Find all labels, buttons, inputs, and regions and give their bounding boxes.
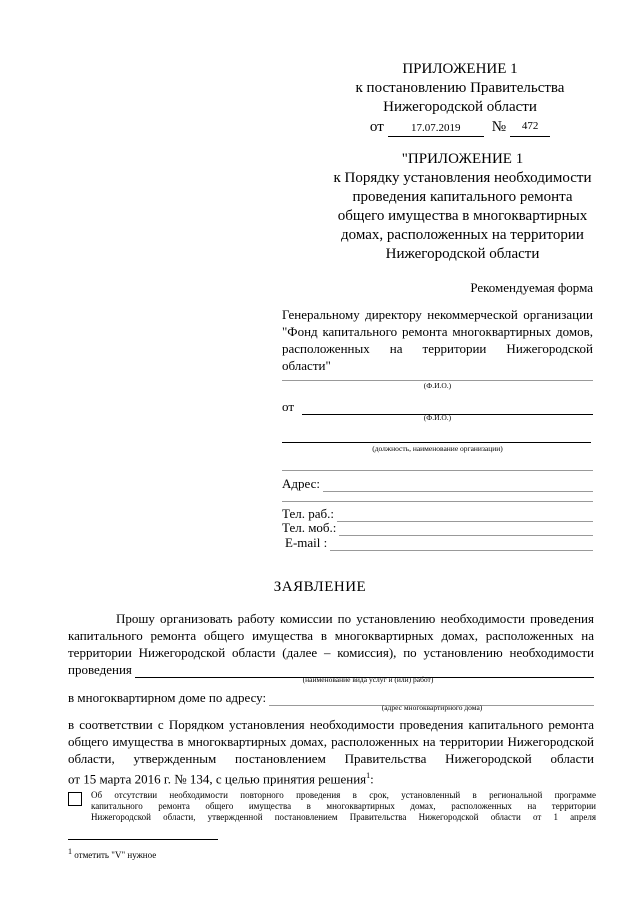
from-label: от xyxy=(282,399,295,414)
fio-caption-2: (Ф.И.О.) xyxy=(423,413,452,422)
footnote-mark: 1 xyxy=(68,847,72,856)
addressee-block xyxy=(282,306,593,374)
header-line-3: Нижегородской области xyxy=(383,99,537,115)
position-line[interactable] xyxy=(282,442,591,443)
appendix-block xyxy=(325,150,600,264)
mobile-phone-label: Тел. моб.: xyxy=(282,520,337,535)
email-row xyxy=(285,534,593,551)
work-phone-label: Тел. раб.: xyxy=(282,506,334,521)
statement-paragraph-2 xyxy=(68,716,594,787)
addressee-line-3: расположенных на территории Нижегородской xyxy=(282,341,593,356)
appendix-line-2: к Порядку установления необходимости xyxy=(333,170,592,186)
appendix-line-3: проведения капитального ремонта xyxy=(352,189,573,205)
addressee-line-2: "Фонд капитального ремонта многоквартирных домов, xyxy=(282,324,593,339)
works-caption: (наименование вида услуг и (или) работ) xyxy=(302,675,434,684)
date-value: 17.07.2019 xyxy=(388,120,484,138)
header-date-row xyxy=(340,117,580,137)
option-1-checkbox[interactable] xyxy=(68,792,82,806)
appendix-line-4: общего имущества в многоквартирных xyxy=(337,208,588,224)
option-1-line-1: Об отсутствии необходимости повторного проведения в срок, установленный в региональной программе xyxy=(91,790,596,800)
para1-line-1: Прошу организовать работу комиссии по установлению необходимости проведения xyxy=(116,611,594,626)
appendix-line-5: домах, расположенных на территории xyxy=(341,227,584,243)
number-value: 472 xyxy=(510,117,550,137)
appendix-line-6: Нижегородской области xyxy=(385,246,540,262)
para1-label: проведения xyxy=(68,662,132,677)
para2-line-1: в соответствии с Порядком установления необходимости проведения капитального ремонта xyxy=(68,717,594,732)
date-prefix: от xyxy=(369,119,384,135)
footnote-divider xyxy=(68,839,218,840)
para1-line-2: капитального ремонта общего имущества в многоквартирных домах, расположенных на xyxy=(68,628,594,643)
email-label: E-mail : xyxy=(285,535,328,550)
para2-line-3: области, утвержденным постановлением Правительства Нижегородской области xyxy=(68,751,594,766)
position-caption: (должность, наименование организации) xyxy=(372,444,503,453)
statement-paragraph-1 xyxy=(68,610,594,678)
address-field[interactable] xyxy=(323,479,593,492)
fio-caption-1: (Ф.И.О.) xyxy=(423,381,452,390)
footnote-text: отметить "V" нужное xyxy=(74,850,157,860)
para2-line-2: общего имущества в многоквартирных домах, расположенных на территории Нижегородской xyxy=(68,734,594,749)
header-line-2: к постановлению Правительства xyxy=(355,80,565,96)
option-1-line-3: Нижегородской области, утвержденной постановлением Правительства Нижегородской области от 1 апреля xyxy=(91,812,596,822)
email-field[interactable] xyxy=(330,538,593,551)
building-address-label: в многоквартирном доме по адресу: xyxy=(68,690,267,705)
header-line-1: ПРИЛОЖЕНИЕ 1 xyxy=(402,61,518,77)
para2-end: : xyxy=(370,771,374,787)
appendix-line-1: "ПРИЛОЖЕНИЕ 1 xyxy=(401,151,524,167)
statement-title: ЗАЯВЛЕНИЕ xyxy=(273,579,367,595)
addressee-line-1: Генеральному директору некоммерческой организации xyxy=(282,307,593,322)
para2-line-4-text: от 15 марта 2016 г. № 134, с целью принятия решения xyxy=(68,771,367,787)
building-address-caption: (адрес многоквартирного дома) xyxy=(381,703,483,712)
addressee-line-4: области" xyxy=(282,358,331,373)
address-line-bottom[interactable] xyxy=(282,501,593,502)
footnote xyxy=(68,846,156,861)
address-line-top[interactable] xyxy=(282,470,593,471)
address-row xyxy=(282,475,593,492)
recommended-form-label: Рекомендуемая форма xyxy=(470,280,593,295)
para2-line-4 xyxy=(68,767,594,787)
para1-line-3: территории Нижегородской области (далее – комиссия), по установлению необходимости xyxy=(68,645,594,660)
option-1-line-2: капитального ремонта общего имущества в многоквартирных домах, расположенных на территории xyxy=(91,801,596,811)
footnote-ref: 1 xyxy=(366,771,371,780)
option-1-text xyxy=(91,790,596,823)
number-prefix: № xyxy=(491,119,507,135)
address-label: Адрес: xyxy=(282,476,320,491)
header-block xyxy=(340,60,580,137)
